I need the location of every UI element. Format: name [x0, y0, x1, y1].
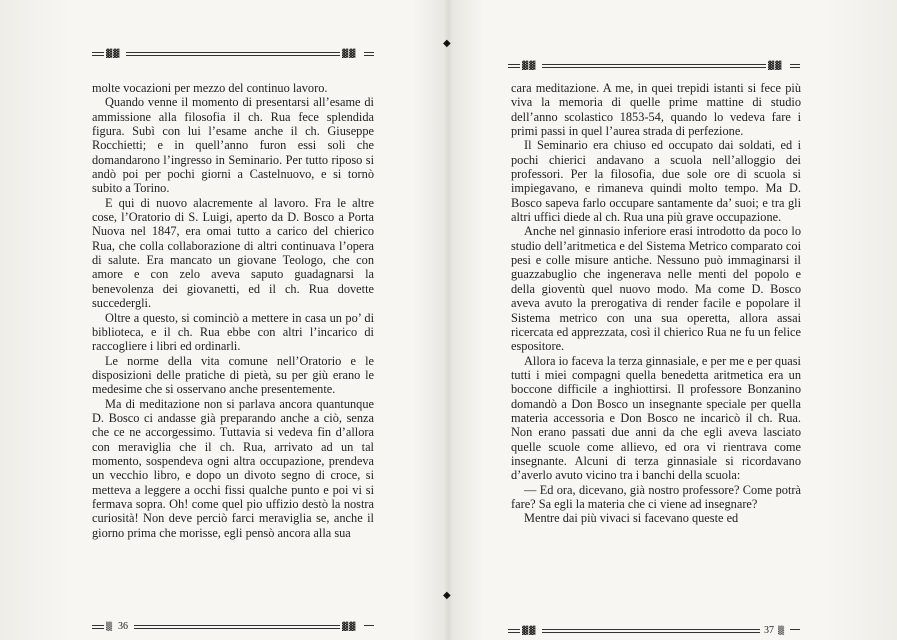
left-page [0, 0, 448, 640]
ornament-icon: ▓▓ [342, 49, 357, 58]
ornament-icon: ▓▓ [342, 622, 357, 631]
spine-binding-mark: ◆ [443, 38, 451, 49]
paragraph: Le norme della vita comune nell’Oratorio e le disposizioni delle pratiche di pietà, su per giù erano le medesime che si osservano anche presentemente. [92, 353, 374, 397]
ornament-icon: ▒ [106, 622, 114, 631]
footer-rule [92, 621, 374, 632]
paragraph: Allora io faceva la terza ginnasiale, e per me e per quasi tutti i miei compagni quella benedetta aritmetica era un boccone difficile a inghiottirsi. Il professore Bonzanino domandò a Don Bosco un insegnante speciale per quella materia accessoria e Don Bosco ne incaricò il ch. Rua. Non erano passati due anni da che egli aveva lasciato quelle scuole come allievo, ed ora vi rientrava come insegnante. Alcuni di terza ginnasiale si ricordavano d’averlo avuto vicino tra i banchi della scuola: [511, 353, 801, 483]
paragraph: Ma di meditazione non si parlava ancora quantunque D. Bosco ci andasse già preparando anche a ciò, senza che ce ne accorgessimo. Tuttavia si vedeva fin d’allora con meraviglia che il ch. Rua, arrivato ad un tal momento, sospendeva ogni altra occupazione, prendeva un vecchio libro, e dopo un divoto segno di croce, si metteva a leggere a occhi fissi qualche punto e poi vi si fermava sopra. Oh! come quel pio uffizio destò la nostra curiosità! Non deve perciò farci meraviglia se, anche il giorno prima che morisse, egli pensò ancora alla sua [92, 396, 374, 540]
paragraph: cara meditazione. A me, in quei trepidi istanti si fece più viva la memoria di quelle prime mattine di studio dell’anno scolastico 1853-54, quando lo vedeva fare i primi passi in quel l’aurea strada di perfezione. [511, 81, 801, 139]
ornament-icon: ▓▓ [522, 61, 537, 70]
right-page [450, 0, 897, 640]
right-page-text [511, 81, 801, 526]
paragraph: molte vocazioni per mezzo del continuo lavoro. [92, 81, 328, 95]
ornament-icon: ▓▓ [106, 49, 121, 58]
paragraph: Anche nel ginnasio inferiore erasi introdotto da poco lo studio dell’aritmetica e del Sistema Metrico comparato coi pesi e colle misure antiche. Nessuno può immaginarsi il guazzabuglio che ingenerava nelle menti del popolo e della gioventù quel nuovo modo. Ma come D. Bosco aveva avuto la prerogativa di render facile e popolare il Sistema metrico con una sua operetta, allora assai ricercata ed apprezzata, così il chierico Rua ne fu un felice espositore. [511, 224, 801, 354]
paragraph: E qui di nuovo alacremente al lavoro. Fra le altre cose, l’Oratorio di S. Luigi, aperto da D. Bosco a Porta Nuova nel 1847, era omai tutto a carico del chierico Rua, che colla collaborazione di altri continuava l’opera di salute. Era mancato un giovane Teologo, che con amore e con zelo aveva saputo guadagnarsi la benevolenza dei giovanetti, ed il ch. Rua dovette succedergli. [92, 195, 374, 311]
footer-rule [508, 625, 800, 636]
header-rule [92, 51, 374, 59]
ornament-icon: ▓▓ [768, 61, 783, 70]
paragraph: Il Seminario era chiuso ed occupato dai soldati, ed i pochi chierici andavano a scuola nell’alloggio dei professori. Per la filosofia, due sole ore di scuola si impiegavano, e rimaneva quindi molto tempo. Ma D. Bosco sapeva farlo occupare santamente da’ suoi; e tra gli altri uffici diede al ch. Rua una più grave occupazione. [511, 138, 801, 225]
left-page-text [92, 81, 374, 540]
paragraph: — Ed ora, dicevano, già nostro professore? Come potrà fare? Sa egli la materia che ci viene ad insegnare? [511, 482, 801, 511]
paragraph: Mentre dai più vivaci si facevano queste ed [524, 511, 739, 526]
paragraph: Quando venne il momento di presentarsi all’esame di ammissione alla filosofia il ch. Rua fece splendida figura. Subì con lui l’esame anche il ch. Giuseppe Rocchietti; e in quell’anno furon essi soli che domandarono l’ingresso in Seminario. Per tutto riposo si andò poi per pochi giorni a Castelnuovo, e si tornò subito a Torino. [92, 95, 374, 196]
spine-binding-mark: ◆ [443, 590, 451, 601]
page-number: 37 [764, 625, 774, 636]
ornament-icon: ▒ [778, 626, 786, 635]
header-rule [508, 63, 800, 71]
page-number: 36 [118, 621, 128, 632]
paragraph: Oltre a questo, si cominciò a mettere in casa un po’ di biblioteca, e il ch. Rua ebbe con altri l’incarico di raccogliere i libri ed ordinarli. [92, 310, 374, 354]
ornament-icon: ▓▓ [522, 626, 537, 635]
